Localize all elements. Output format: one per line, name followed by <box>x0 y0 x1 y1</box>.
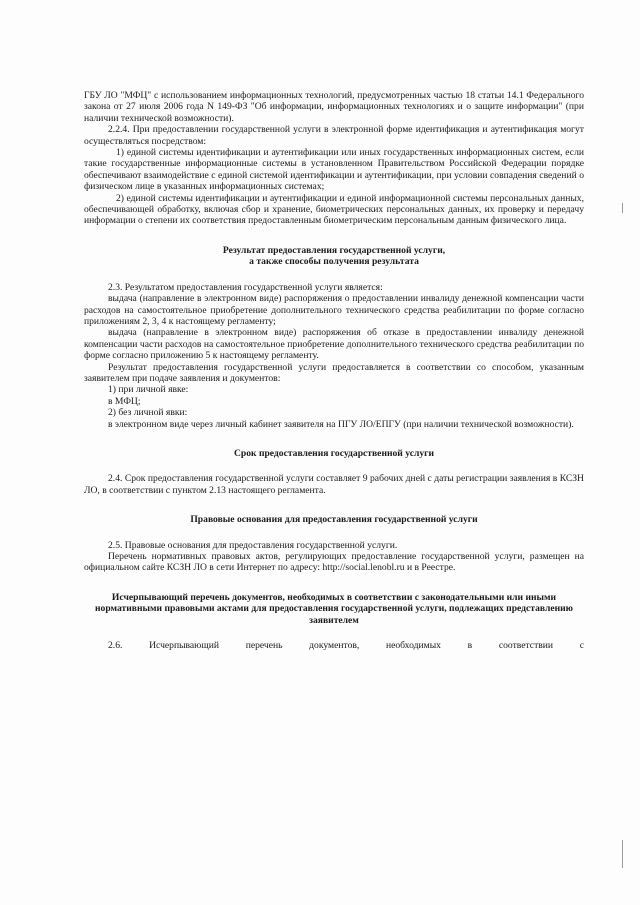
paragraph-2-5-a: Перечень нормативных правовых актов, регулирующих предоставление государственной услуги, размещен на официальном сайте КСЗН ЛО в сети Интернет по адресу: http://social.lenobl.ru и в Реестре. <box>84 551 584 574</box>
scan-margin-mark-top <box>622 203 623 213</box>
document-body <box>84 90 584 651</box>
paragraph-2-2-4-item-1: 1) единой системы идентификации и аутентификации или иных государственных информационных систем, если такие государственные информационные системы в установленном Правительством Российской Федерации порядке обеспечивают взаимодействие с единой системой идентификации и аутентификации, при условии совпадения сведений о физическом лице в указанных информационных системах; <box>84 147 584 193</box>
paragraph-2-2-4-item-2: 2) единой системы идентификации и аутентификации и единой информационной системы персональных данных, обеспечивающей обработку, включая сбор и хранение, биометрических персональных данных, их проверку и передачу информации о степени их соответствия предоставленным биометрическим персональным данным физического лица. <box>84 192 584 227</box>
paragraph-2-5: 2.5. Правовые основания для предоставления государственной услуги. <box>108 539 398 551</box>
heading-term: Срок предоставления государственной услуги <box>233 447 435 459</box>
paragraph-intro: ГБУ ЛО "МФЦ" с использованием информационных технологий, предусмотренных частью 18 статьи 14.1 Федерального закона от 27 июля 2006 года N 149-ФЗ "Об информации, информационных технологиях и о защите информации" (при наличии технической возможности). <box>84 90 584 124</box>
heading-documents: Исчерпывающий перечень документов, необходимых в соответствии с законодательными или иными нормативными правовыми актами для предоставления государственной услуги, подлежащих представлению заявителем <box>95 591 573 626</box>
list-item-2-a: в электронном виде через личный кабинет заявителя на ПГУ ЛО/ЕПГУ (при наличии технической возможности). <box>108 418 574 430</box>
paragraph-2-2-4: 2.2.4. При предоставлении государственной услуги в электронной форме идентификация и аутентификация могут осуществляться посредством: <box>84 124 584 147</box>
paragraph-2-3-c: Результат предоставления государственной услуги предоставляется в соответствии со способом, указанным заявителем при подаче заявления и документов: <box>84 361 584 384</box>
scan-margin-mark-bottom <box>622 840 623 868</box>
paragraph-2-3-b: выдача (направление в электронном виде) распоряжения об отказе в предоставлении инвалиду денежной компенсации части расходов на самостоятельное приобретение дополнительного технического средства реабилитации по форме согласно приложению 5 к настоящему регламенту. <box>84 327 584 362</box>
paragraph-2-4: 2.4. Срок предоставления государственной услуги составляет 9 рабочих дней с даты регистрации заявления в КСЗН ЛО, в соответствии с пунктом 2.13 настоящего регламента. <box>84 473 584 496</box>
list-item-1: 1) при личной явке: <box>108 384 189 396</box>
heading-result-line1: Результат предоставления государственной услуги, <box>222 244 446 256</box>
paragraph-2-3-a: выдача (направление в электронном виде) распоряжения о предоставлении инвалиду денежной компенсации части расходов на самостоятельное приобретение дополнительного технического средства реабилитации по форме согласно приложениям 2, 3, 4 к настоящему регламенту; <box>84 293 584 327</box>
list-item-2: 2) без личной явки: <box>108 407 188 419</box>
paragraph-2-6-wrapper <box>84 640 584 651</box>
paragraph-2-6: 2.6. Исчерпывающий перечень документов, необходимых в соответствии с <box>108 640 584 652</box>
paragraph-2-3: 2.3. Результатом предоставления государственной услуги является: <box>108 281 383 293</box>
list-item-1-a: в МФЦ; <box>108 395 141 407</box>
heading-legal: Правовые основания для предоставления государственной услуги <box>190 514 478 526</box>
heading-result-line2: а также способы получения результата <box>249 256 419 268</box>
